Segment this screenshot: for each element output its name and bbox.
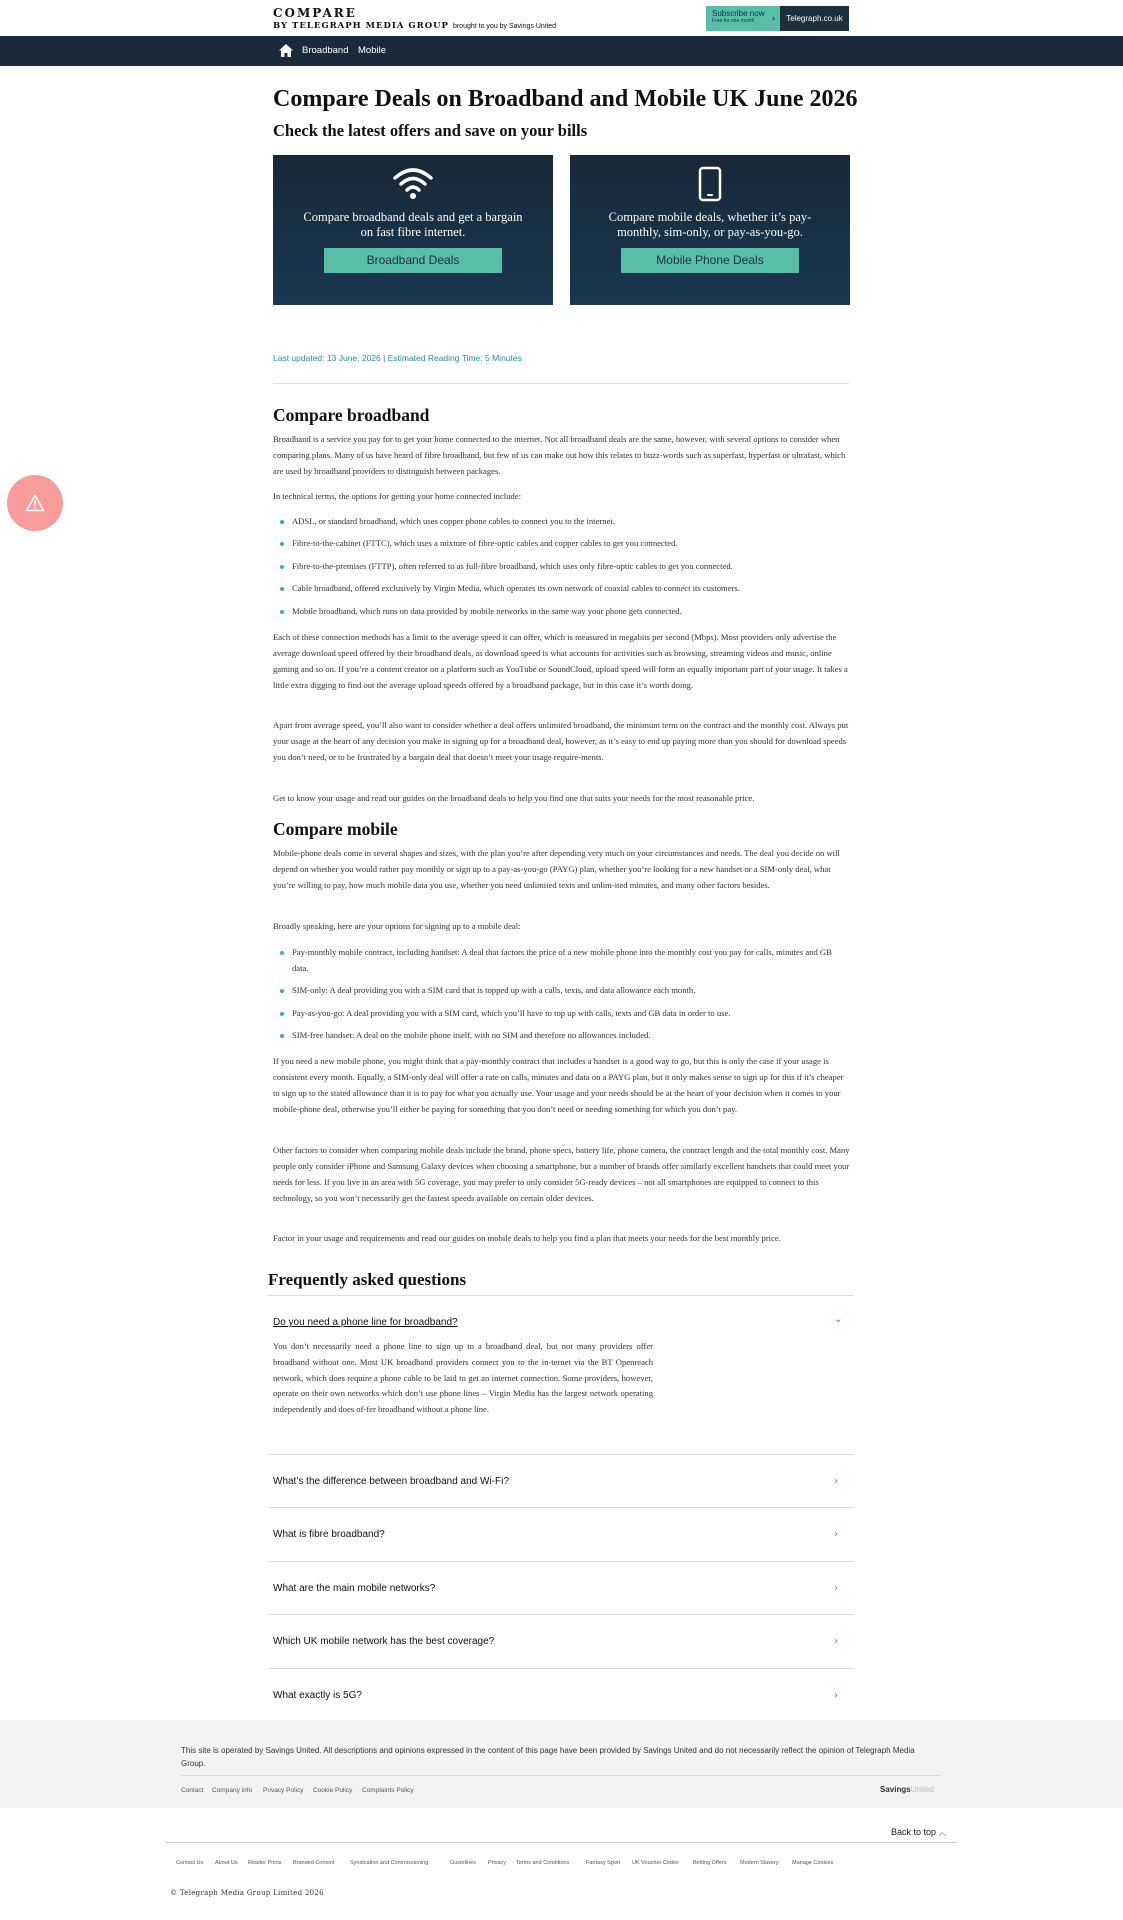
section-heading-broadband: Compare broadband — [273, 405, 430, 425]
chevron-right-icon[interactable]: › — [834, 1476, 838, 1487]
broadband-paragraph: Get to know your usage and read our guides on the broadband deals to help you find one that suits your needs for the most reasonable price. — [273, 793, 755, 803]
faq-question[interactable]: What is fibre broadband? — [273, 1529, 385, 1540]
bottom-link[interactable]: Manage Cookies — [792, 1860, 834, 1866]
divider — [268, 1454, 854, 1455]
broadband-card-text: Compare broadband deals and get a bargain on fast fibre internet. — [303, 210, 523, 239]
list-item: Pay-monthly mobile contract, including handset: A deal that factors the price of a new mobile phone into the monthly cost you pay for calls, minutes and GB data. — [273, 945, 850, 977]
bottom-link[interactable]: UK Voucher Codes — [632, 1860, 679, 1866]
mobile-card — [570, 155, 850, 305]
operator-disclaimer: This site is operated by Savings United. All descriptions and opinions expressed in the content of this page have been provided by Savings United and do not necessarily reflect the opinion of Telegraph Media Group. — [181, 1746, 915, 1768]
chevron-right-icon: › — [772, 13, 775, 23]
broadband-card — [273, 155, 553, 305]
bottom-link[interactable]: Terms and Conditions — [516, 1860, 570, 1866]
warning-icon — [25, 494, 45, 512]
bottom-link[interactable]: Fantasy Sport — [586, 1860, 621, 1866]
broadband-options-list — [273, 514, 850, 620]
list-item: Pay-as-you-go: A deal providing you with a SIM card, which you’ll have to top up with calls, texts and GB data in order to use. — [273, 1006, 850, 1022]
mobile-paragraph: Other factors to consider when comparing mobile deals include the brand, phone specs, battery life, phone camera, the contract length and the total monthly cost. Many people only consider iPhone and Samsung Galaxy devices when choosing a smartphone, but a number of brands offer similarly excellent handsets that could meet your needs for less. If you live in an area with 5G coverage, you may prefer to only consider 5G-ready devices – not all smartphones are equipped to connect to this technology, so you won’t necessarily get the fastest speeds available on certain older devices. — [273, 1145, 850, 1203]
alert-button[interactable] — [7, 475, 63, 531]
subscribe-button[interactable] — [706, 6, 780, 31]
subscribe-title: Subscribe now — [712, 9, 765, 18]
chevron-right-icon[interactable]: › — [834, 1583, 838, 1594]
telegraph-link-button[interactable]: Telegraph.co.uk — [780, 6, 849, 31]
chevron-right-icon[interactable]: › — [834, 1529, 838, 1540]
wifi-icon — [273, 166, 553, 202]
copyright: © Telegraph Media Group Limited 2026 — [170, 1889, 324, 1897]
chevron-up-icon: ︿ — [938, 1828, 947, 1837]
mobile-phone-deals-button[interactable]: Mobile Phone Deals — [621, 248, 799, 273]
nav-item-mobile[interactable]: Mobile — [358, 45, 386, 56]
chevron-right-icon[interactable]: › — [834, 1636, 838, 1647]
footer-link-privacy-policy[interactable]: Privacy Policy — [263, 1787, 304, 1794]
logo-tagline: brought to you by Savings United — [452, 23, 557, 30]
page-subtitle: Check the latest offers and save on your bills — [273, 121, 588, 140]
bottom-link[interactable]: Contact Us — [176, 1860, 204, 1866]
mobile-options-list — [273, 945, 850, 1044]
faq-question-open[interactable]: Do you need a phone line for broadband? — [273, 1317, 458, 1328]
divider — [268, 1668, 854, 1669]
footer-link-company-info[interactable]: Company info — [212, 1787, 253, 1794]
list-item: SIM-only: A deal providing you with a SIM card that is topped up with a calls, texts, and data allowance each month. — [273, 983, 850, 999]
top-header — [0, 0, 1123, 36]
divider — [268, 1507, 854, 1508]
divider — [165, 1842, 957, 1843]
bottom-link[interactable]: Syndication and Commissioning — [350, 1860, 429, 1866]
list-item: ADSL, or standard broadband, which uses copper phone cables to connect you to the internet. — [273, 514, 850, 530]
bottom-link[interactable]: About Us — [215, 1860, 238, 1866]
faq-question[interactable]: Which UK mobile network has the best coverage? — [273, 1636, 495, 1647]
faq-question[interactable]: What are the main mobile networks? — [273, 1583, 436, 1594]
footer-link-contact[interactable]: Contact — [181, 1787, 204, 1794]
list-item: Fibre-to-the-cabinet (FTTC), which uses a mixture of fibre-optic cables and copper cables to get you connected. — [273, 536, 850, 552]
bottom-link[interactable]: Guidelines — [450, 1860, 476, 1866]
mobile-paragraph: Mobile-phone deals come in several shapes and sizes, with the plan you’re after depending very much on your circumstances and needs. The deal you decide on will depend on whether you would rather pay monthly or sign up to a pay-as-you-go (PAYG) plan, whether you’re looking for a new handset or a SIM-only deal, what you’re willing to pay, how much mobile data you use, whether you need unlimited texts and unlim-ited minutes, and many other factors besides. — [273, 848, 840, 890]
mobile-paragraph: Factor in your usage and requirements and read our guides on mobile deals to help you find a plan that meets your needs for the best monthly price. — [273, 1233, 781, 1243]
list-item: SIM-free handset: A deal on the mobile phone itself, with no SIM and therefore no allowances included. — [273, 1028, 850, 1044]
broadband-paragraph: In technical terms, the options for getting your home connected include: — [273, 491, 521, 501]
faq-answer: You don’t necessarily need a phone line to sign up to a broadband deal, but not many providers offer broadband without one. Most UK broadband providers connect you to the in-ternet via the BT Openreach network, which does require a phone cable to be laid to get an internet connection. Some providers, however, operate on their own networks which don’t use phone lines – Virgin Media has the largest network operating independently and does of-fer broadband without a phone line. — [273, 1341, 653, 1415]
bottom-link[interactable]: Modern Slavery — [740, 1860, 779, 1866]
mobile-card-text: Compare mobile deals, whether it’s pay-monthly, sim-only, or pay-as-you-go. — [608, 210, 812, 239]
list-item: Mobile broadband, which runs on data provided by mobile networks in the same way your phone gets connected. — [273, 604, 850, 620]
faq-question[interactable]: What exactly is 5G? — [273, 1690, 362, 1701]
subscribe-subtitle: Free for one month — [712, 18, 755, 24]
main-navigation — [0, 36, 1123, 66]
list-item: Fibre-to-the-premises (FTTP), often referred to as full-fibre broadband, which uses only fibre-optic cables to get you connected. — [273, 559, 850, 575]
logo-line-1: COMPARE — [273, 6, 357, 20]
bottom-link[interactable]: Branded Content — [293, 1860, 335, 1866]
bottom-link[interactable]: Privacy — [488, 1860, 507, 1866]
divider — [268, 1561, 854, 1562]
site-logo[interactable] — [273, 6, 556, 31]
faq-heading: Frequently asked questions — [268, 1270, 467, 1289]
footer-link-complaints-policy[interactable]: Complaints Policy — [362, 1787, 414, 1794]
broadband-paragraph: Apart from average speed, you’ll also want to consider whether a deal offers unlimited broadband, the minimum term on the contract and the monthly cost. Always put your usage at the heart of any decision you make in signing up for a broadband deal, however, as it’s easy to end up paying more than you should for download speeds you don’t need, or to be frustrated by a bargain deal that doesn’t meet your usage require-ments. — [273, 720, 849, 762]
mobile-phone-icon — [570, 166, 850, 202]
back-to-top-button[interactable]: Back to top ︿ — [891, 1827, 947, 1837]
divider — [273, 383, 849, 384]
broadband-paragraph: Each of these connection methods has a limit to the average speed it can offer, which is measured in megabits per second (Mbps). Most providers only advertise the average download speed offered by their broadband deals, as download speed is what accounts for activities such as browsing, streaming videos and music, online gaming and so on. If you’re a content creator on a platform such as YouTube or SoundCloud, upload speed will form an equally important part of your usage. It takes a little extra digging to find out the average upload speeds offered by a broadband package, but in this case it’s worth doing. — [273, 632, 848, 690]
list-item: Cable broadband, offered exclusively by Virgin Media, which operates its own network of coaxial cables to connect its customers. — [273, 581, 850, 597]
broadband-paragraph: Broadband is a service you pay for to get your home connected to the internet. Not all broadband deals are the same, however, with several options to consider when comparing plans. Many of us have heard of fibre broadband, but few of us can make out how this relates to buzz-words such as superfast, hyperfast or ultrafast, which are used by broadband providers to distinguish between packages. — [273, 434, 846, 476]
page-title: Compare Deals on Broadband and Mobile UK June 2026 — [273, 86, 858, 112]
mobile-paragraph: Broadly speaking, here are your options for signing up to a mobile deal: — [273, 921, 521, 931]
savings-united-logo: SavingsUnited — [880, 1785, 934, 1794]
mobile-paragraph: If you need a new mobile phone, you might think that a pay-monthly contract that includes a handset is a good way to go, but this is only the case if your usage is consistent every month. Equally, a SIM-only deal will offer a rate on calls, minutes and data on a PAYG plan, but it only makes sense to sign up for this if it’s cheaper to sign up to the stated allowance than it is to pay for what you actually use. Your usage and your needs should be at the heart of your decision when it comes to your mobile-phone deal, otherwise you’ll either be paying for something that you don’t need or needing something for which you don’t pay. — [273, 1056, 844, 1114]
chevron-right-icon[interactable]: › — [834, 1690, 838, 1701]
footer-link-cookie-policy[interactable]: Cookie Policy — [313, 1787, 353, 1794]
bottom-link[interactable]: Betting Offers — [693, 1860, 727, 1866]
last-updated: Last updated: 13 June, 2026 | Estimated Reading Time: 5 Minutes — [273, 353, 522, 363]
divider — [268, 1614, 854, 1615]
divider — [268, 1295, 854, 1296]
divider — [181, 1775, 941, 1776]
section-heading-mobile: Compare mobile — [273, 819, 398, 839]
nav-item-broadband[interactable]: Broadband — [302, 45, 349, 56]
broadband-deals-button[interactable]: Broadband Deals — [324, 248, 502, 273]
logo-line-2: BY TELEGRAPH MEDIA GROUP brought to you by Savings United — [273, 21, 557, 31]
chevron-down-icon[interactable]: ⌄ — [834, 1314, 843, 1325]
bottom-link[interactable]: Reader Prints — [248, 1860, 282, 1866]
faq-question[interactable]: What’s the difference between broadband and Wi-Fi? — [273, 1476, 509, 1487]
